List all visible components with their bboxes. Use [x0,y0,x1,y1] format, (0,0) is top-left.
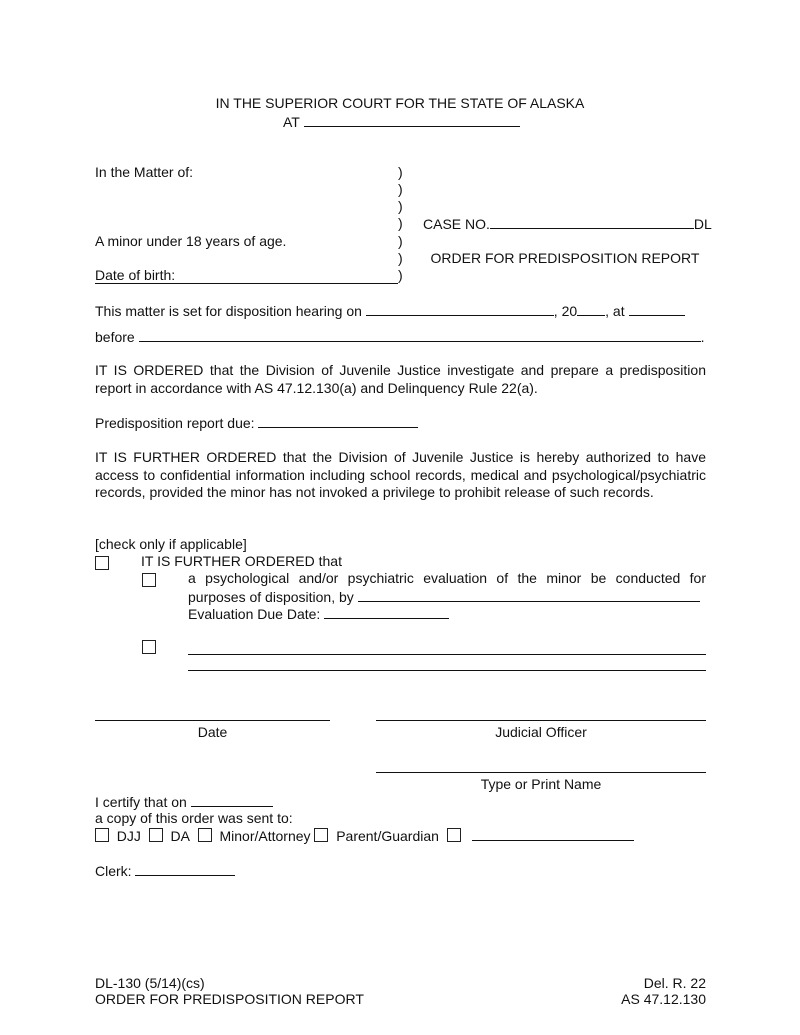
caption-paren: ) [398,267,403,283]
form-title-footer: ORDER FOR PREDISPOSITION REPORT [95,991,364,1007]
caption-paren: ) [398,181,403,197]
judge-field[interactable] [139,328,701,342]
judicial-officer-label: Judicial Officer [495,724,587,740]
date-signature-line[interactable] [95,720,330,721]
report-due-line [95,414,418,432]
copy-sent-label: a copy of this order was sent to: [95,810,293,826]
evaluation-checkbox[interactable] [142,573,156,587]
case-number-line [423,215,712,233]
caption-paren: ) [398,250,403,266]
report-due-field[interactable] [258,414,418,428]
clerk-line [95,862,235,880]
da-label: DA [170,828,190,844]
djj-checkbox[interactable] [95,828,109,842]
print-name-line[interactable] [376,772,706,773]
eval-due-line [188,605,449,623]
hearing-label: This matter is set for disposition hearing on [95,303,362,319]
rule-reference: Del. R. 22 [643,975,706,991]
dob-field[interactable] [95,267,398,284]
other-order-field-2[interactable] [188,670,706,671]
court-location-field[interactable] [304,113,520,127]
hearing-year-field[interactable] [577,302,605,316]
eval-due-field[interactable] [324,605,449,619]
djj-label: DJJ [116,828,141,844]
evaluator-line [188,588,700,606]
applicable-note: [check only if applicable] [95,536,247,552]
caption-paren: ) [398,215,403,231]
minor-label: A minor under 18 years of age. [95,233,287,249]
further-order-checkbox[interactable] [95,556,109,570]
year-label: , 20 [553,303,578,319]
other-order-field[interactable] [188,654,706,655]
further-order-paragraph: IT IS FURTHER ORDERED that the Division of Juvenile Justice is hereby authorized to have access to confidential information including school records, medical and psychological/psychiatric records, provided the minor has not invoked a privilege to prohibit release of such records. [95,449,706,500]
date-label: Date [197,724,228,740]
certify-line [95,793,273,811]
eval-due-label: Evaluation Due Date: [188,606,321,622]
other-order-checkbox[interactable] [142,640,156,654]
evaluator-field[interactable] [358,588,700,602]
before-line [95,328,704,346]
caption-paren: ) [398,198,403,214]
other-recipient-checkbox[interactable] [447,828,461,842]
case-suffix: DL [693,216,712,232]
parent-guardian-checkbox[interactable] [314,828,328,842]
minor-attorney-checkbox[interactable] [198,828,212,842]
evaluator-label: purposes of disposition, by [188,589,354,605]
case-number-field[interactable] [490,215,694,229]
certify-date-field[interactable] [191,793,273,807]
hearing-time-field[interactable] [629,302,685,316]
order-paragraph: IT IS ORDERED that the Division of Juvenile Justice investigate and prepare a predisposition report in accordance with AS 47.12.130(a) and Delinquency Rule 22(a). [95,362,706,396]
minor-attorney-label: Minor/Attorney [219,828,311,844]
court-heading: IN THE SUPERIOR COURT FOR THE STATE OF ALASKA [215,95,585,111]
clerk-field[interactable] [135,862,235,876]
hearing-date-field[interactable] [366,302,554,316]
document-title: ORDER FOR PREDISPOSITION REPORT [430,250,700,266]
clerk-label: Clerk: [95,863,132,879]
statute-reference: AS 47.12.130 [621,991,706,1007]
form-id: DL-130 (5/14)(cs) [95,975,205,991]
caption-paren: ) [398,233,403,249]
matter-label: In the Matter of: [95,164,194,180]
certify-label: I certify that on [95,794,187,810]
at-label: AT [283,114,300,130]
caption-paren: ) [398,164,403,180]
recipients-row [95,827,634,845]
case-number-label: CASE NO. [423,216,490,232]
before-label: before [95,329,135,345]
print-name-label: Type or Print Name [480,776,602,792]
dob-label: Date of birth: [95,267,176,283]
report-due-label: Predisposition report due: [95,415,255,431]
judicial-officer-signature-line[interactable] [376,720,706,721]
da-checkbox[interactable] [149,828,163,842]
parent-guardian-label: Parent/Guardian [336,828,439,844]
hearing-line [95,302,685,320]
evaluation-text: a psychological and/or psychiatric evaluation of the minor be conducted for [188,570,706,586]
time-label: , at [605,303,625,319]
further-order-label: IT IS FURTHER ORDERED that [141,553,342,569]
court-location-line [283,113,520,131]
other-recipient-field[interactable] [472,827,634,841]
period: . [700,329,705,345]
